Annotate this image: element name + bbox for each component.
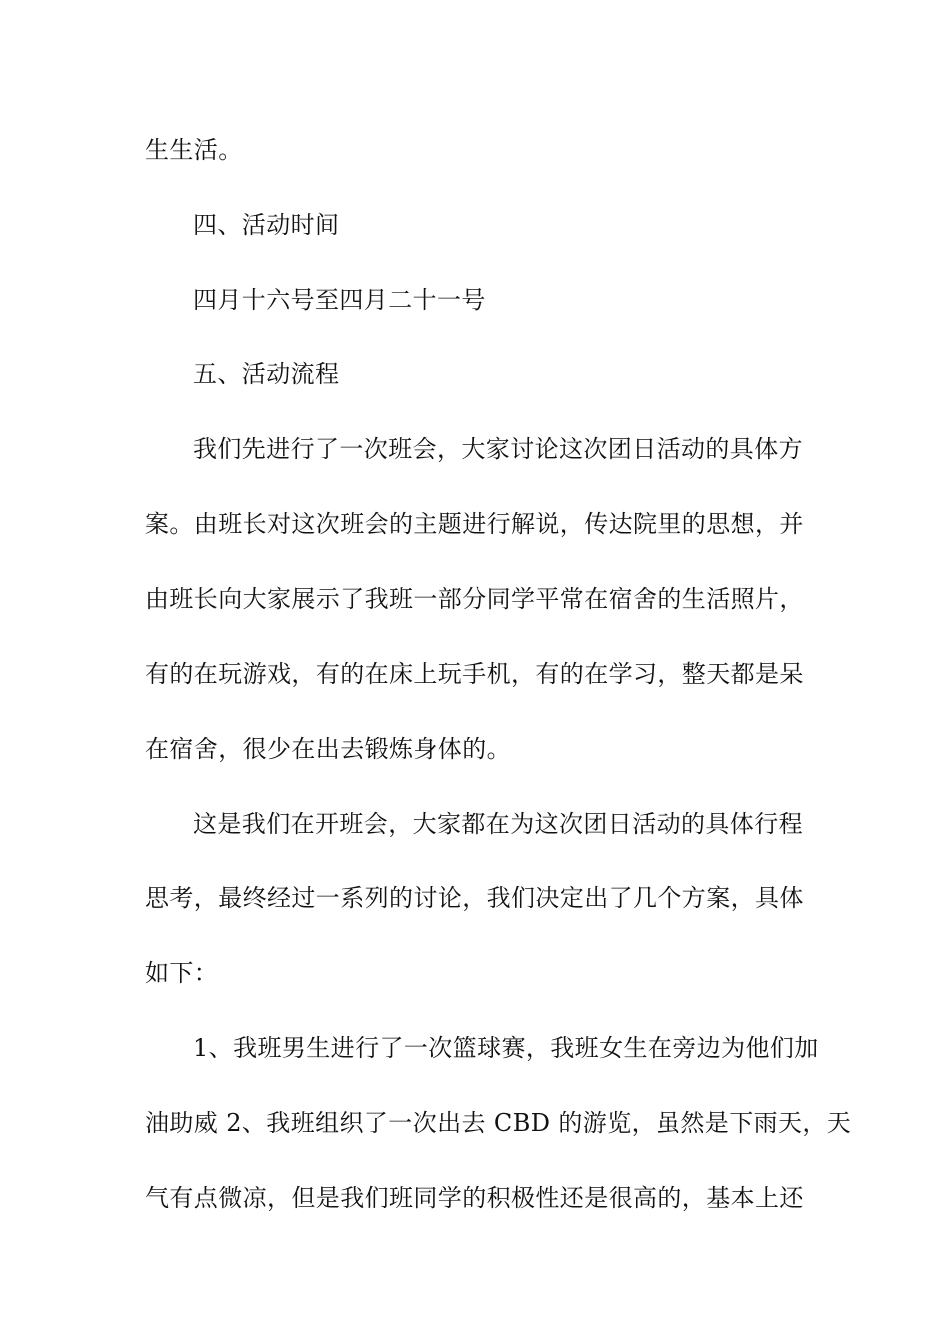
text-line: 油助威 2、我班组织了一次出去 CBD 的游览，虽然是下雨天，天: [145, 1109, 852, 1137]
text-line: 有的在玩游戏，有的在床上玩手机，有的在学习，整天都是呆: [145, 660, 804, 688]
text-line: 案。由班长对这次班会的主题进行解说，传达院里的思想，并: [145, 510, 804, 538]
text-line: 如下：: [145, 959, 219, 987]
text-line: 我们先进行了一次班会，大家讨论这次团日活动的具体方: [193, 435, 803, 463]
text-line: 1、我班男生进行了一次篮球赛，我班女生在旁边为他们加: [193, 1034, 819, 1062]
text-line: 这是我们在开班会，大家都在为这次团日活动的具体行程: [193, 810, 803, 838]
text-line: 由班长向大家展示了我班一部分同学平常在宿舍的生活照片，: [145, 585, 804, 613]
section-heading-process: 五、活动流程: [193, 360, 340, 388]
text-line: 思考，最终经过一系列的讨论，我们决定出了几个方案，具体: [145, 884, 804, 912]
text-line: 生生活。: [145, 136, 243, 164]
section-heading-time: 四、活动时间: [193, 211, 340, 239]
text-line: 气有点微凉，但是我们班同学的积极性还是很高的，基本上还: [145, 1184, 804, 1212]
text-line: 四月十六号至四月二十一号: [193, 286, 486, 314]
text-line: 在宿舍，很少在出去锻炼身体的。: [145, 735, 511, 763]
